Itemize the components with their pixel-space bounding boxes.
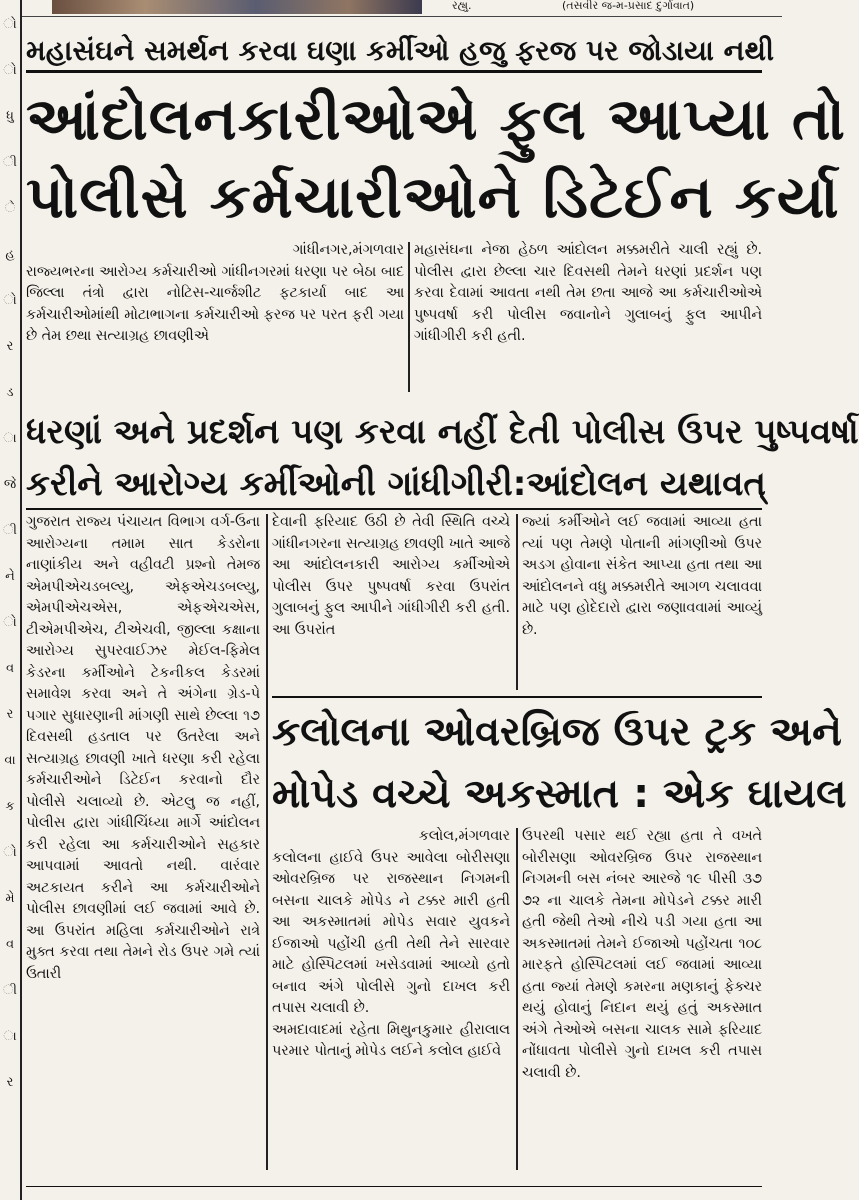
left-strip-fragment: ો xyxy=(3,845,17,860)
story1-headline-line1: આંદોલનકારીઓએ ફુલ આપ્યા તો xyxy=(26,85,846,153)
left-strip-fragment: ર xyxy=(6,707,14,722)
left-strip-fragment: વા xyxy=(4,753,16,768)
top-text-fragment: રહ્યુ. xyxy=(452,0,472,12)
story1-col1-text: રાજ્યભરના આરોગ્ય કર્મચારીઓ ગાંધીનગરમાં ધરણા પર બેઠા બાદ જિલ્લા તંત્રો દ્વારા નોટિસ-ચાર્જશીટ ફટકાર્યા બાદ આ કર્મચારીઓમાંથી મોટાભાગના કર્મચારીઓ ફરજ પર પરત ફરી ગયા છે તેમ છથા સત્યાગ્રહ છાવણીએ xyxy=(26,263,404,344)
story3-dateline: કલોલ,મંગળવાર xyxy=(418,828,510,844)
left-strip-fragment: ો xyxy=(3,17,17,32)
story3-headline-line1: કલોલના ઓવરબ્રિજ ઉપર ટ્રક અને xyxy=(272,709,842,755)
story3-col1-text-2: અમદાવાદમાં રહેતા મિથુનકુમાર હીરાલાલ પરમાર પોતાનું મોપેડ લઈને કલોલ હાઈવે xyxy=(272,1021,510,1059)
left-strip-fragment: ા xyxy=(3,1029,17,1044)
photo-fragment xyxy=(52,0,422,14)
column-divider xyxy=(516,828,518,1170)
story2-col2-text: દેવાની ફરિયાદ ઉઠી છે તેવી સ્થિતિ વચ્ચે ગાંધીનગરના સત્યાગ્રહ છાવણી ખાતે આજે આ આંદોલનકારી આરોગ્ય કર્મીઓએ પોલીસ ઉપર પુષ્પવર્ષા કરવા ઉપરાંત ગુલાબનું ફુલ આપીને ગાંધીગીરી કરી હતી. આ ઉપરાંત xyxy=(272,514,510,638)
left-strip-fragment: ે xyxy=(4,201,16,216)
left-strip-fragment: ી xyxy=(2,523,17,538)
left-strip-fragment: ર xyxy=(6,1075,14,1090)
story2-col3-text: જ્યાં કર્મીઓને લઈ જવામાં આવ્યા હતા ત્યાં પણ તેમણે પોતાની માંગણીઓ ઉપર અડગ હોવાના સંકેત આપ્યા હતા તથા આ આંદોલનને વધુ મક્કમરીતે આગળ ચલાવવા માટે પણ હોદેદારો દ્વારા જણાવવામાં આવ્યું છે. xyxy=(522,514,762,638)
left-strip-fragment: ો xyxy=(3,293,17,308)
story3-col2-text: ઉપરથી પસાર થઈ રહ્યા હતા તે વખતે બોરીસણા ઓવરબ્રિજ ઉપર રાજસ્થાન નિગમની બસ નંબર આરજે ૧૯ પીસી ૩૭ ૭૨ ના ચાલકે તેમના મોપેડને ટક્કર મારી હતી જેથી તેઓ નીચે પડી ગયા હતા આ અકસ્માતમાં તેમને ઈજાઓ પહોંચતા ૧૦૮ મારફતે હોસ્પિટલમાં લઈ જવામાં આવ્યા હતા જ્યાં તેમણે કમરના મણકાનું ફેક્ચર થયું હોવાનું નિદાન થયું હતું અકસ્માત અંગે તેઓએ બસના ચાલક સામે ફરિયાદ નોંધાવતા પોલીસે ગુનો દાખલ કરી તપાસ ચલાવી છે. xyxy=(522,828,762,1081)
left-strip-fragment: મે xyxy=(5,891,15,906)
left-strip-fragment: ક xyxy=(5,799,15,814)
story3-top-rule xyxy=(272,696,762,698)
story3-column-2 xyxy=(522,826,762,1172)
story2-column-1 xyxy=(26,512,260,1172)
story2-headline-line2: કરીને આરોગ્ય કર્મીઓની ગાંધીગીરી:આંદોલન યથાવત્ xyxy=(26,464,766,504)
story1-col2-text: મહાસંઘના નેજા હેઠળ આંદોલન મક્કમરીતે ચાલી રહ્યું છે. પોલીસ દ્વારા છેલ્લા ચાર દિવસથી તેમને ધરણાં પ્રદર્શન પણ કરવા દેવામાં આવતા નથી તેમ છતા આજે આ કર્મચારીઓએ પુષ્પવર્ષા કરી પોલીસ જવાનોને ગુલાબનું ફુલ આપીને ગાંધીગીરી કરી હતી. xyxy=(414,242,762,344)
column-divider xyxy=(408,242,410,392)
left-strip-fragment: જે xyxy=(3,477,17,492)
left-strip-fragment: ી xyxy=(2,155,17,170)
column-divider xyxy=(516,514,518,690)
story3-headline-line2: મોપેડ વચ્ચે અકસ્માત : એક ઘાયલ xyxy=(272,771,847,817)
left-strip-fragment: હ xyxy=(5,247,15,262)
story1-headline-line2: પોલીસે કર્મચારીઓને ડિટેઈન કર્યા xyxy=(26,163,840,231)
story2-headline-line1: ધરણાં અને પ્રદર્શન પણ કરવા નહીં દેતી પોલીસ ઉપર પુષ્પવર્ષા xyxy=(26,412,859,452)
column-divider xyxy=(266,514,268,1170)
left-strip-fragment: ને xyxy=(5,569,15,584)
top-photo-caption-bar xyxy=(22,0,782,17)
kicker-underline xyxy=(26,70,762,73)
story1-kicker: મહાસંઘને સમર્થન કરવા ઘણા કર્મીઓ હજુ ફરજ પર જોડાયા નથી xyxy=(26,34,775,67)
story3-column-1 xyxy=(272,826,510,1172)
story2-col1-text: ગુજરાત રાજ્ય પંચાયત વિભાગ વર્ગ-ઉના આરોગ્યના તમામ સાત કેડરોના નાણાંકીય અને વહીવટી પ્રશ્નો તેમજ એમપીએચડબલ્યુ, એફએચડબલ્યુ, એમપીએચએસ, એફએચએસ, ટીએમપીએચ, ટીએચવી, જીલ્લા કક્ષાના આરોગ્ય સુપરવાઈઝર મેઈલ-ફિમેલ કેડરના કર્મીઓને ટેકનીકલ કેડરમાં સમાવેશ કરવા અને તે અંગેના ગ્રેડ-પે પગાર સુધારણાની માંગણી સાથે છેલ્લા ૧૭ દિવસથી હડતાલ પર ઉતરેલા અને સત્યાગ્રહ છાવણી ખાતે ધરણા કરી રહેલા કર્મચારીઓને ડિટેઈન કરવાનો દૌર પોલીસે ચલાવ્યો છે. એટલુ જ નહીં, પોલીસ દ્વારા ગાંધીચિંધ્યા માર્ગે આંદોલન કરી રહેલા આ કર્મચારીઓને સહકાર આપવામાં આવતો નથી. વારંવાર અટકાયત કરીને આ કર્મચારીઓને પોલીસ છાવણીમાં લઈ જવામાં આવે છે. આ ઉપરાંત મહિલા કર્મચારીઓને રાત્રે મુક્ત કરવા તથા તેમને રોડ ઉપર ગમે ત્યાં ઉતારી xyxy=(26,514,260,982)
story1-column-1 xyxy=(26,240,404,400)
photo-credit: (તસવીર જ-મ-પ્રસાદ દુર્ગાવાત) xyxy=(562,0,695,12)
left-strip-fragment: વ xyxy=(5,661,15,676)
story3-col1-text: કલોલના હાઈવે ઉપર આવેલા બોરીસણા ઓવરબ્રિજ પર રાજસ્થાન નિગમની બસના ચાલકે મોપેડ ને ટક્કર મારી હતી આ અકસ્માતમાં મોપેડ સવાર યુવકને ઈજાઓ પહોંચી હતી તેથી તેને સારવાર માટે હોસ્પિટલમાં ખસેડવામાં આવ્યો હતો બનાવ અંગે પોલીસે ગુનો દાખલ કરી તપાસ ચલાવી છે. xyxy=(272,849,510,1016)
left-strip-fragment: વ xyxy=(5,937,15,952)
story2-underline xyxy=(26,508,762,510)
story1-dateline: ગાંધીનગર,મંગળવાર xyxy=(292,242,404,258)
page-bottom-rule xyxy=(26,1186,762,1187)
left-strip-fragment: ર xyxy=(6,339,14,354)
left-strip-fragment: ો xyxy=(3,615,17,630)
left-strip-fragment: ા xyxy=(3,431,17,446)
left-strip-fragment: ી xyxy=(2,983,17,998)
story1-column-2 xyxy=(414,240,762,400)
left-strip-fragment: ો xyxy=(3,63,17,78)
left-strip-fragment: ધુ xyxy=(6,109,14,124)
left-strip-fragment: ડ xyxy=(6,385,14,400)
story2-column-3 xyxy=(522,512,762,688)
left-column-fragment xyxy=(0,0,22,1200)
story2-column-2 xyxy=(272,512,510,688)
